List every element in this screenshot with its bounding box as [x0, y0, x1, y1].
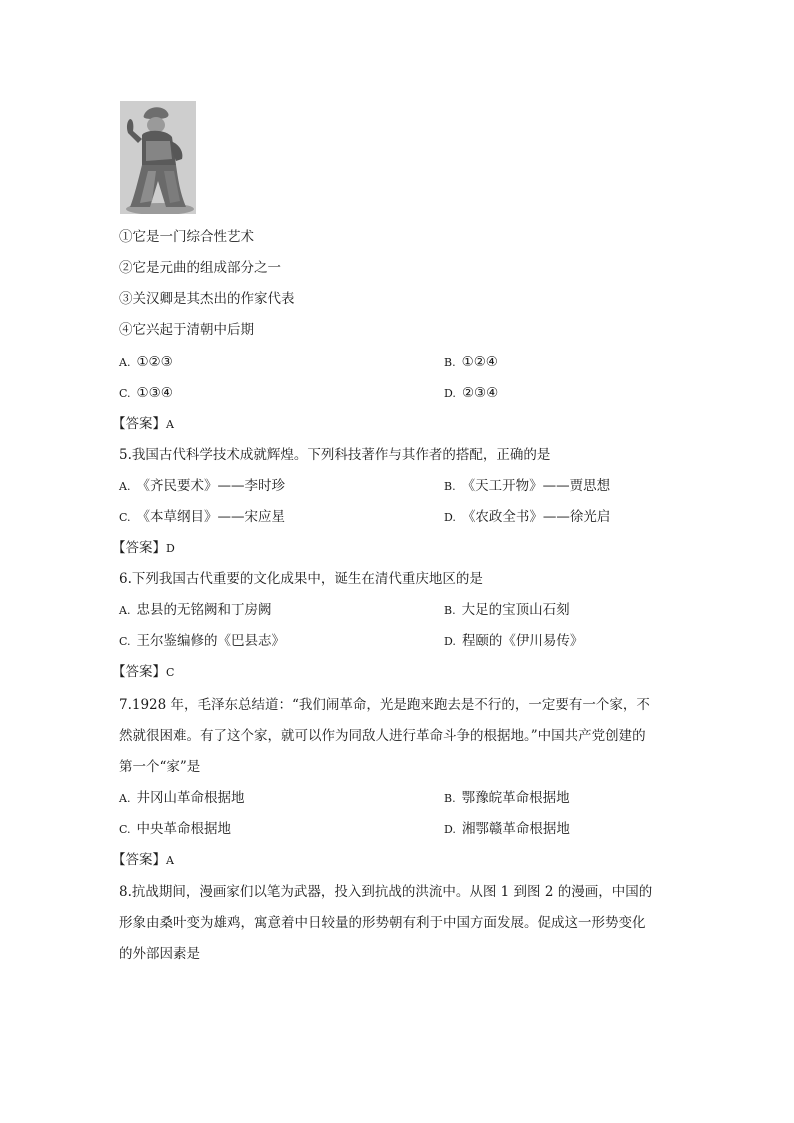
option-text: 湘鄂赣革命根据地 — [461, 821, 570, 837]
q4-option-c — [119, 383, 173, 404]
q4-option-d — [444, 383, 498, 404]
option-letter: C. — [119, 823, 131, 836]
option-letter: D. — [444, 635, 456, 648]
answer-value: D — [166, 542, 175, 555]
q5-stem: 5.我国古代科学技术成就辉煌。下列科技著作与其作者的搭配，正确的是 — [119, 447, 551, 463]
option-letter: C. — [119, 511, 131, 524]
q7-stem-line-2: 然就很困难。有了这个家，就可以作为同敌人进行革命斗争的根据地。”中国共产党创建的 — [119, 728, 646, 744]
option-letter: D. — [444, 511, 456, 524]
answer-label: 【答案】 — [112, 852, 166, 868]
q4-option-a — [119, 352, 173, 373]
q5-option-c — [119, 507, 285, 528]
q5-option-b — [444, 476, 610, 497]
option-text: ①③④ — [136, 385, 173, 401]
q7-option-b — [444, 788, 570, 809]
statement-1: ①它是一门综合性艺术 — [119, 229, 254, 245]
option-text: 井冈山革命根据地 — [136, 790, 245, 806]
option-text: 大足的宝顶山石刻 — [461, 602, 570, 618]
q8-stem-line-3: 的外部因素是 — [119, 946, 200, 962]
option-letter: B. — [444, 356, 456, 369]
option-letter: A. — [119, 792, 131, 805]
option-text: 程颐的《伊川易传》 — [461, 633, 584, 649]
q7-option-d — [444, 819, 570, 840]
statement-3: ③关汉卿是其杰出的作家代表 — [119, 291, 295, 307]
q6-stem: 6.下列我国古代重要的文化成果中，诞生在清代重庆地区的是 — [119, 571, 483, 587]
q6-option-b — [444, 600, 570, 621]
option-letter: B. — [444, 604, 456, 617]
option-text: ②③④ — [461, 385, 499, 401]
q6-answer — [112, 662, 174, 683]
option-text: 《天工开物》——贾思想 — [461, 478, 611, 494]
option-text: 《齐民要术》——李时珍 — [136, 478, 285, 494]
answer-value: C — [166, 666, 175, 679]
answer-label: 【答案】 — [112, 540, 166, 556]
option-text: ①②④ — [461, 354, 498, 370]
option-letter: C. — [119, 635, 131, 648]
answer-value: A — [166, 854, 174, 867]
q6-option-d — [444, 631, 583, 652]
option-text: 中央革命根据地 — [136, 821, 232, 837]
option-letter: B. — [444, 792, 456, 805]
q8-stem-line-2: 形象由桑叶变为雄鸡，寓意着中日较量的形势朝有利于中国方面发展。促成这一形势变化 — [119, 915, 646, 931]
option-letter: A. — [119, 356, 131, 369]
q8-stem-line-1: 8.抗战期间，漫画家们以笔为武器，投入到抗战的洪流中。从图 1 到图 2 的漫画，中国的 — [119, 884, 653, 900]
answer-label: 【答案】 — [112, 664, 166, 680]
q7-answer — [112, 850, 174, 871]
q7-stem-line-3: 第一个“家”是 — [119, 759, 201, 775]
option-text: 忠县的无铭阙和丁房阙 — [136, 602, 272, 618]
option-letter: C. — [119, 387, 131, 400]
option-text: 鄂豫皖革命根据地 — [461, 790, 570, 806]
q7-option-c — [119, 819, 231, 840]
option-text: ①②③ — [136, 354, 173, 370]
q5-option-a — [119, 476, 285, 497]
statement-4: ④它兴起于清朝中后期 — [119, 322, 254, 338]
option-letter: D. — [444, 387, 456, 400]
statement-2: ②它是元曲的组成部分之一 — [119, 260, 281, 276]
q6-option-c — [119, 631, 285, 652]
q5-option-d — [444, 507, 610, 528]
option-text: 《农政全书》——徐光启 — [461, 509, 611, 525]
q7-option-a — [119, 788, 244, 809]
answer-label: 【答案】 — [112, 416, 166, 432]
option-text: 王尔鉴编修的《巴县志》 — [136, 633, 286, 649]
q4-option-b — [444, 352, 498, 373]
option-letter: A. — [119, 480, 131, 493]
q4-answer — [112, 414, 174, 435]
opera-performer-figure — [120, 101, 196, 214]
q5-answer — [112, 538, 175, 559]
option-letter: D. — [444, 823, 456, 836]
option-text: 《本草纲目》——宋应星 — [136, 509, 286, 525]
answer-value: A — [166, 418, 174, 431]
option-letter: B. — [444, 480, 456, 493]
option-letter: A. — [119, 604, 131, 617]
q7-stem-line-1: 7.1928 年，毛泽东总结道：“我们闹革命，光是跑来跑去是不行的，一定要有一个家，不 — [119, 697, 650, 713]
q6-option-a — [119, 600, 271, 621]
